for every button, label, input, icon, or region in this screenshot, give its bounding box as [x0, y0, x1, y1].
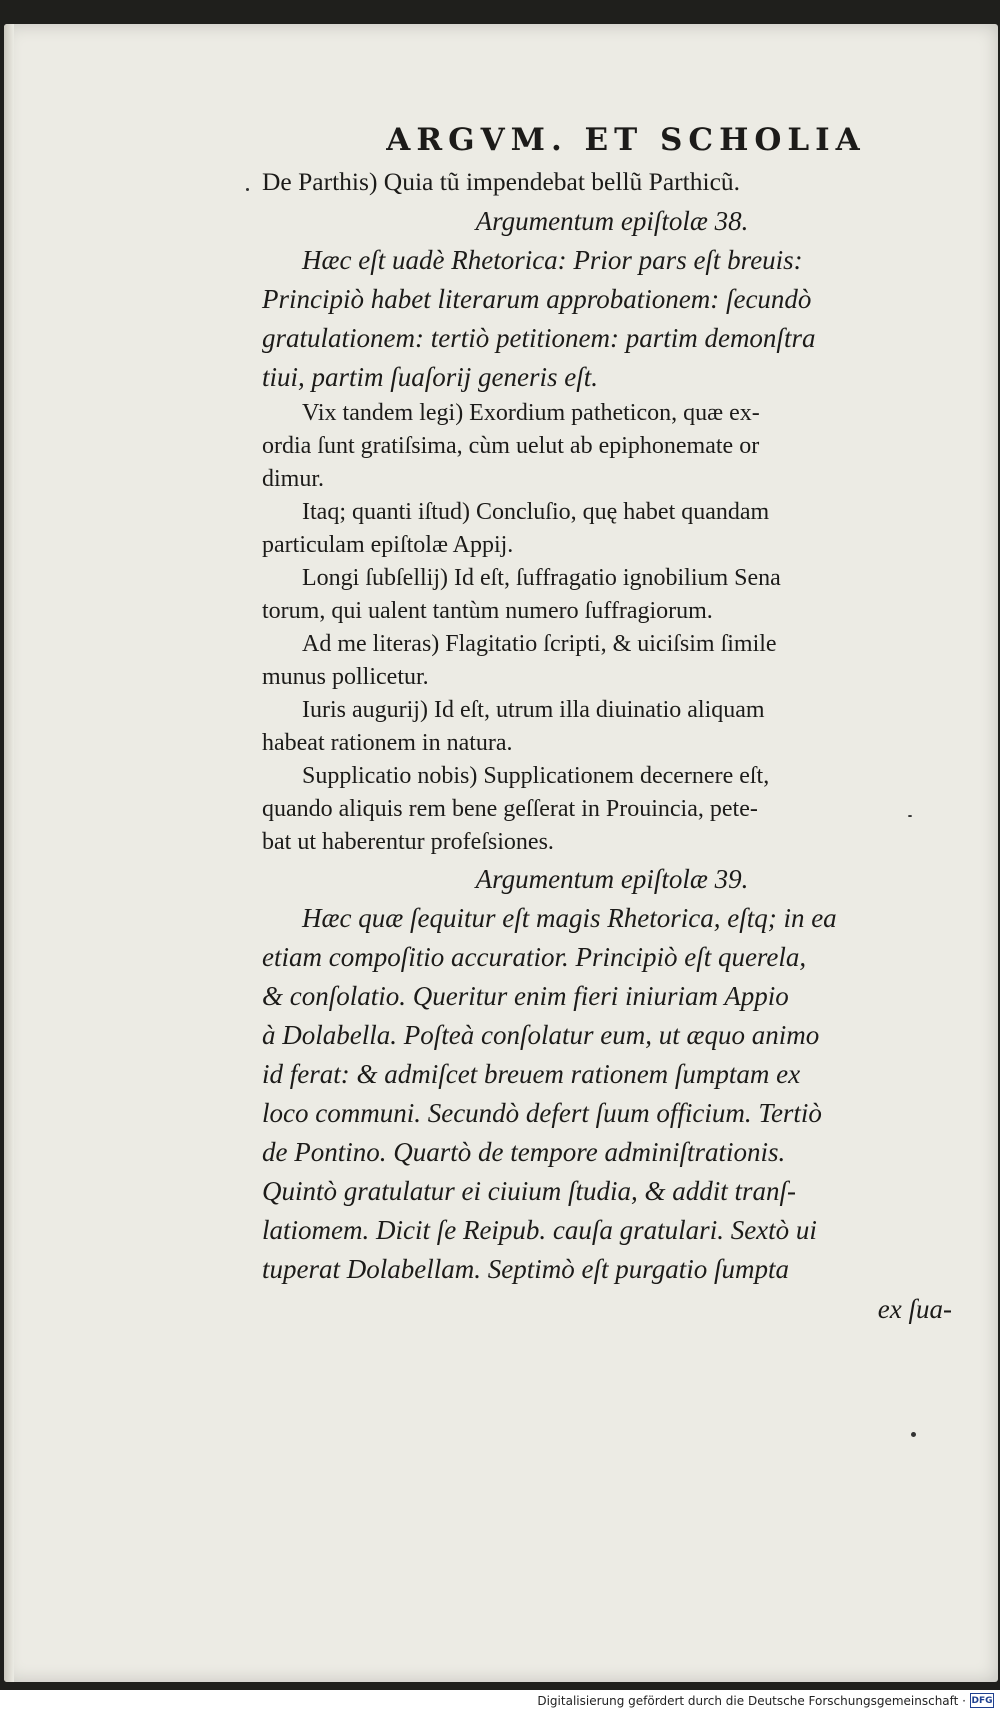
- dfg-logo-icon: DFG: [970, 1693, 994, 1708]
- text-line: loco communi. Secundò defert ſuum officium. Tertiò: [262, 1098, 822, 1128]
- text-line: Itaq; quanti iſtud) Concluſio, quę habet quandam: [302, 499, 770, 525]
- text-line: latiomem. Dicit ſe Reipub. cauſa gratulari. Sextò ui: [262, 1215, 817, 1245]
- text-line: id ferat: & admiſcet breuem rationem ſumptam ex: [262, 1059, 801, 1089]
- text-line: dimur.: [262, 466, 325, 492]
- ink-speck: [908, 815, 912, 817]
- text-lines: [262, 162, 962, 1289]
- text-line: Quintò gratulatur ei ciuium ſtudia, & addit tranſ-: [262, 1176, 797, 1206]
- section-heading: Argumentum epiſtolæ 39.: [475, 864, 749, 894]
- text-line: particulam epiſtolæ Appij.: [262, 532, 514, 558]
- text-line: munus pollicetur.: [262, 664, 429, 690]
- text-line: quando aliquis rem bene geſſerat in Prouincia, pete-: [262, 796, 758, 822]
- text-line: torum, qui ualent tantùm numero ſuffragiorum.: [262, 598, 713, 624]
- text-line: & conſolatio. Queritur enim fieri iniuriam Appio: [262, 981, 789, 1011]
- text-line: Vix tandem legi) Exordium patheticon, quæ ex-: [302, 400, 760, 426]
- section-heading: Argumentum epiſtolæ 38.: [475, 206, 749, 236]
- text-line: De Parthis) Quia tũ impendebat bellũ Parthicũ.: [262, 167, 741, 196]
- text-line: tiui, partim ſuaſorij generis eſt.: [262, 362, 598, 392]
- page-text-block: [262, 118, 962, 1329]
- text-line: Principiò habet literarum approbationem: ſecundò: [262, 284, 812, 314]
- text-line: ordia ſunt gratiſsima, cùm uelut ab epiphonemate or: [262, 433, 760, 459]
- text-line: tuperat Dolabellam. Septimò eſt purgatio ſumpta: [262, 1254, 789, 1284]
- text-line: Longi ſubſellij) Id eſt, ſuffragatio ignobilium Sena: [302, 565, 781, 591]
- page-gutter-shadow: [4, 24, 14, 1682]
- text-line: Hæc eſt uadè Rhetorica: Prior pars eſt breuis:: [302, 245, 803, 275]
- ink-speck: [246, 188, 249, 191]
- text-line: Ad me literas) Flagitatio ſcripti, & uiciſsim ſimile: [302, 631, 777, 657]
- text-line: Supplicatio nobis) Supplicationem decernere eſt,: [302, 763, 770, 789]
- text-line: gratulationem: tertiò petitionem: partim demonſtra: [262, 323, 816, 353]
- text-line: à Dolabella. Poſteà conſolatur eum, ut æquo animo: [262, 1020, 820, 1050]
- text-line: de Pontino. Quartò de tempore adminiſtrationis.: [262, 1137, 786, 1167]
- text-line: Hæc quæ ſequitur eſt magis Rhetorica, eſtq; in ea: [302, 903, 837, 933]
- funding-credit: Digitalisierung gefördert durch die Deutsche Forschungsgemeinschaft ·: [537, 1694, 966, 1708]
- text-line: habeat rationem in natura.: [262, 730, 513, 756]
- ink-speck: [911, 1432, 916, 1437]
- text-line: etiam compoſitio accuratior. Principiò eſt querela,: [262, 942, 807, 972]
- text-line: bat ut haberentur profeſsiones.: [262, 829, 554, 855]
- text-line: Iuris augurij) Id eſt, utrum illa diuinatio aliquam: [302, 697, 765, 723]
- catchword: ex ſua-: [877, 1294, 952, 1324]
- running-head: ARGVM. ET SCHOLIA: [386, 122, 866, 158]
